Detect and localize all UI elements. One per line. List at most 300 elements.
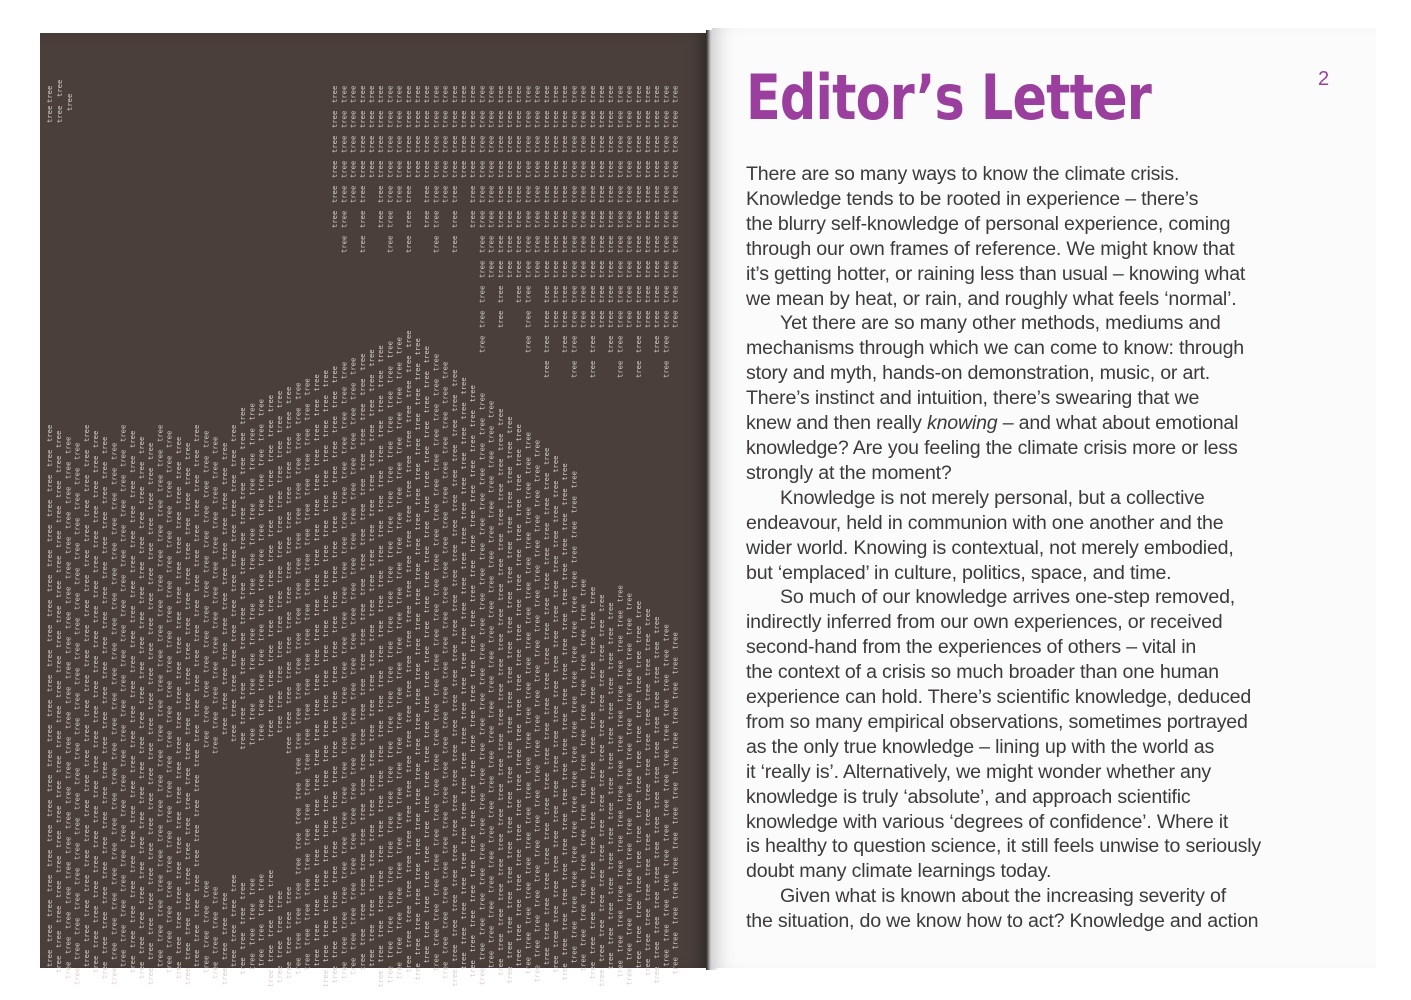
tree-word: tree (339, 561, 349, 580)
tree-word: tree (449, 744, 459, 762)
tree-word: tree (578, 160, 588, 178)
tree-word: tree (367, 749, 376, 767)
tree-word: tree (541, 547, 551, 565)
tree-word: tree (137, 661, 146, 679)
tree-word: tree (118, 824, 128, 842)
tree-word: tree (652, 791, 662, 809)
tree-word: tree (505, 160, 514, 178)
tree-word: tree (477, 942, 487, 961)
tree-word: tree (238, 657, 248, 675)
tree-word: tree (164, 830, 174, 848)
tree-word: tree (284, 611, 294, 629)
tree-word: tree (164, 555, 174, 573)
tree-word: tree (357, 753, 367, 771)
tree-word: tree (459, 577, 468, 595)
tree-word: tree (459, 827, 468, 845)
tree-word: tree (624, 768, 634, 786)
tree-word: tree (403, 580, 413, 598)
tree-word: tree (348, 160, 358, 178)
tree-word: tree (173, 686, 183, 704)
tree-word: tree (321, 595, 330, 613)
tree-word: tree (495, 558, 505, 576)
tree-word: tree (551, 730, 560, 748)
tree-word: tree (284, 736, 294, 754)
tree-word: tree (293, 432, 303, 450)
tree-word: tree (81, 924, 91, 942)
tree-word: tree (578, 753, 588, 772)
tree-word: tree (431, 928, 441, 947)
tree-word: tree (569, 821, 579, 839)
tree-word: tree (173, 736, 183, 754)
tree-word: tree (578, 878, 588, 897)
tree-word: tree (146, 917, 156, 935)
tree-word: tree (532, 689, 542, 708)
tree-word: tree (477, 135, 487, 153)
editors-letter-page (712, 28, 1376, 968)
tree-word: tree (367, 474, 376, 492)
tree-word: tree (348, 607, 358, 625)
tree-word: tree (643, 808, 652, 826)
tree-word: tree (385, 110, 395, 128)
tree-word: tree (505, 516, 514, 534)
tree-word: tree (560, 763, 570, 781)
tree-word: tree (624, 160, 634, 178)
tree-word: tree (311, 574, 321, 592)
tree-word: tree (661, 699, 671, 717)
tree-word: tree (440, 936, 450, 954)
tree-word: tree (339, 836, 349, 855)
tree-word: tree (431, 160, 441, 178)
tree-word: tree (486, 110, 496, 128)
tree-word: tree (45, 724, 54, 742)
tree-word: tree (431, 753, 441, 772)
tree-word: tree (541, 672, 551, 690)
tree-word: tree (183, 642, 192, 660)
tree-word: tree (514, 210, 524, 228)
tree-word: tree (431, 478, 441, 497)
tree-word: tree (597, 669, 606, 687)
tree-word: tree (385, 591, 395, 609)
tree-word: tree (357, 403, 367, 421)
tree-word: tree (514, 260, 524, 278)
tree-word: tree (633, 825, 643, 844)
tree-word: tree (100, 636, 110, 654)
tree-word: tree (569, 360, 579, 378)
tree-word: tree (100, 736, 110, 754)
tree-word: tree (422, 895, 432, 914)
tree-word: tree (431, 503, 441, 522)
tree-word: tree (468, 760, 478, 778)
tree-word: tree (449, 369, 459, 387)
tree-word: tree (311, 499, 321, 517)
tree-word: tree (495, 633, 505, 651)
tree-word: tree (606, 952, 616, 970)
tree-word: tree (560, 335, 570, 353)
body-line: wider world. Knowing is contextual, not merely embodied, (746, 536, 1234, 559)
tree-word: tree (615, 85, 625, 103)
tree-word: tree (422, 570, 432, 589)
tree-word: tree (413, 688, 422, 706)
tree-word: tree (357, 378, 367, 396)
tree-word: tree (146, 667, 156, 685)
tree-word: tree (459, 852, 468, 870)
tree-word: tree (560, 310, 570, 328)
tree-word: tree (293, 732, 303, 750)
tree-word: tree (330, 365, 340, 384)
tree-word: tree (357, 478, 367, 496)
tree-word: tree (541, 285, 551, 303)
tree-word: tree (146, 492, 156, 510)
tree-word: tree (348, 185, 358, 203)
tree-word: tree (311, 424, 321, 442)
tree-word: tree (339, 461, 349, 480)
tree-word: tree (615, 310, 625, 328)
tree-word: tree (422, 595, 432, 614)
tree-word: tree (63, 811, 73, 829)
tree-word: tree (449, 394, 459, 412)
tree-word: tree (459, 802, 468, 820)
tree-word: tree (413, 888, 422, 906)
tree-word: tree (541, 135, 551, 153)
tree-word: tree (440, 361, 450, 379)
tree-word: tree (330, 565, 340, 584)
tree-word: tree (192, 624, 202, 642)
tree-word: tree (670, 782, 680, 800)
tree-word: tree (413, 588, 422, 606)
tree-word: tree (514, 649, 524, 667)
tree-word: tree (394, 636, 404, 655)
tree-word: tree (606, 652, 616, 670)
tree-word: tree (652, 135, 662, 153)
tree-word: tree (615, 110, 625, 128)
tree-word: tree (54, 430, 64, 448)
tree-word: tree (256, 674, 266, 692)
tree-word: tree (321, 745, 330, 763)
tree-word: tree (91, 705, 100, 723)
tree-word: tree (413, 663, 422, 681)
tree-word: tree (477, 517, 487, 536)
tree-word: tree (597, 110, 606, 128)
tree-word: tree (643, 210, 652, 228)
tree-word: tree (459, 502, 468, 520)
tree-word: tree (321, 720, 330, 738)
tree-word: tree (569, 771, 579, 789)
tree-word: tree (449, 444, 459, 462)
tree-word: tree (606, 727, 616, 745)
tree-word: tree (265, 719, 275, 738)
tree-word: tree (155, 574, 165, 592)
tree-word: tree (109, 592, 119, 610)
tree-word: tree (63, 536, 73, 554)
tree-word: tree (173, 661, 183, 679)
tree-word: tree (541, 897, 551, 915)
tree-word: tree (201, 605, 211, 623)
tree-word: tree (238, 707, 248, 725)
tree-word: tree (247, 603, 257, 621)
tree-word: tree (440, 461, 450, 479)
tree-word: tree (54, 780, 64, 798)
tree-word: tree (624, 818, 634, 836)
tree-word: tree (606, 135, 616, 153)
tree-word: tree (413, 838, 422, 856)
tree-word: tree (256, 574, 266, 592)
tree-word: tree (81, 499, 91, 517)
tree-word: tree (183, 542, 192, 560)
tree-word: tree (302, 903, 312, 921)
tree-word: tree (615, 635, 625, 653)
tree-word: tree (192, 524, 202, 542)
tree-word: tree (486, 700, 496, 719)
tree-word: tree (560, 638, 570, 656)
tree-word: tree (210, 661, 220, 679)
tree-word: tree (422, 370, 432, 389)
tree-word: tree (413, 85, 422, 103)
tree-word: tree (293, 957, 303, 975)
tree-word: tree (219, 642, 229, 660)
tree-word: tree (403, 680, 413, 698)
tree-word: tree (394, 911, 404, 930)
tree-word: tree (265, 644, 275, 663)
tree-word: tree (155, 924, 165, 942)
tree-word: tree (284, 436, 294, 454)
tree-word: tree (54, 580, 64, 598)
tree-word: tree (183, 792, 192, 810)
tree-word: tree (321, 970, 330, 988)
tree-word: tree (155, 899, 165, 917)
tree-word: tree (578, 310, 588, 328)
tree-word: tree (587, 160, 597, 178)
tree-word: tree (183, 592, 192, 610)
tree-word: tree (164, 955, 174, 973)
tree-word: tree (477, 285, 487, 303)
tree-word: tree (357, 828, 367, 846)
tree-word: tree (486, 900, 496, 919)
tree-word: tree (339, 786, 349, 805)
tree-word: tree (201, 955, 211, 973)
tree-word: tree (578, 628, 588, 647)
tree-word: tree (413, 963, 422, 981)
tree-word: tree (394, 861, 404, 880)
tree-word: tree (523, 185, 533, 203)
tree-word: tree (302, 403, 312, 421)
tree-word: tree (357, 803, 367, 821)
tree-word: tree (127, 955, 137, 973)
tree-word: tree (247, 578, 257, 596)
tree-word: tree (311, 374, 321, 392)
tree-word: tree (440, 711, 450, 729)
tree-word: tree (173, 761, 183, 779)
tree-word: tree (459, 652, 468, 670)
tree-word: tree (385, 160, 395, 178)
tree-word: tree (256, 399, 266, 417)
tree-word: tree (192, 949, 202, 967)
tree-word: tree (164, 680, 174, 698)
tree-word: tree (63, 486, 73, 504)
tree-word: tree (72, 492, 82, 510)
tree-word: tree (118, 724, 128, 742)
tree-word: tree (413, 563, 422, 581)
tree-word: tree (192, 649, 202, 667)
tree-word: tree (523, 481, 533, 500)
tree-word: tree (265, 619, 275, 638)
tree-word: tree (569, 310, 579, 328)
tree-word: tree (330, 665, 340, 684)
tree-word: tree (440, 185, 450, 203)
tree-word: tree (385, 941, 395, 959)
tree-word: tree (578, 853, 588, 872)
tree-word: tree (560, 85, 570, 103)
tree-word: tree (670, 657, 680, 675)
tree-word: tree (413, 160, 422, 178)
tree-word: tree (495, 110, 505, 128)
tree-word: tree (578, 803, 588, 822)
tree-word: tree (137, 486, 146, 504)
tree-word: tree (275, 665, 284, 684)
tree-word: tree (440, 386, 450, 404)
tree-word: tree (210, 486, 220, 504)
tree-word: tree (284, 886, 294, 904)
tree-word: tree (413, 738, 422, 756)
tree-word: tree (633, 600, 643, 619)
tree-word: tree (652, 716, 662, 734)
tree-word: tree (91, 480, 100, 498)
tree-word: tree (597, 644, 606, 662)
tree-word: tree (624, 593, 634, 611)
tree-word: tree (219, 592, 229, 610)
tree-word: tree (183, 717, 192, 735)
tree-word: tree (560, 713, 570, 731)
tree-word: tree (45, 824, 54, 842)
tree-word: tree (449, 594, 459, 612)
tree-word: tree (661, 724, 671, 742)
tree-word: tree (468, 535, 478, 553)
tree-word: tree (569, 285, 579, 303)
tree-word: tree (311, 449, 321, 467)
tree-word: tree (210, 961, 220, 979)
tree-word: tree (643, 833, 652, 851)
tree-word: tree (63, 436, 73, 454)
tree-word: tree (578, 85, 588, 103)
tree-word: tree (587, 335, 597, 353)
tree-word: tree (468, 435, 478, 453)
tree-word: tree (330, 590, 340, 609)
tree-word: tree (155, 449, 165, 467)
tree-word: tree (422, 495, 432, 514)
tree-word: tree (670, 160, 680, 178)
tree-word: tree (459, 427, 468, 445)
tree-word: tree (330, 515, 340, 534)
tree-word: tree (210, 686, 220, 704)
tree-word: tree (164, 905, 174, 923)
tree-word: tree (173, 586, 183, 604)
tree-word: tree (45, 549, 54, 567)
tree-word: tree (606, 852, 616, 870)
tree-word: tree (597, 869, 606, 887)
tree-word: tree (468, 85, 478, 103)
tree-word: tree (357, 235, 367, 253)
tree-word: tree (137, 961, 146, 979)
tree-word: tree (597, 769, 606, 787)
tree-word: tree (376, 895, 386, 913)
tree-word: tree (597, 594, 606, 612)
tree-word: tree (615, 235, 625, 253)
tree-word: tree (578, 953, 588, 972)
tree-word: tree (670, 857, 680, 875)
tree-word: tree (357, 728, 367, 746)
tree-word: tree (569, 696, 579, 714)
tree-word: tree (45, 424, 54, 442)
tree-word: tree (81, 724, 91, 742)
tree-word: tree (606, 902, 616, 920)
tree-word: tree (541, 747, 551, 765)
tree-word: tree (560, 863, 570, 881)
tree-word: tree (422, 945, 432, 964)
tree-word: tree (146, 967, 156, 985)
tree-word: tree (615, 360, 625, 378)
tree-word: tree (523, 531, 533, 550)
tree-word: tree (624, 285, 634, 303)
tree-word: tree (569, 746, 579, 764)
tree-word: tree (532, 85, 542, 103)
tree-word: tree (385, 416, 395, 434)
tree-word: tree (633, 210, 643, 228)
tree-word: tree (606, 235, 616, 253)
tree-word: tree (413, 513, 422, 531)
tree-word: tree (275, 490, 284, 509)
tree-word: tree (449, 519, 459, 537)
tree-word: tree (183, 867, 192, 885)
tree-word: tree (357, 653, 367, 671)
tree-word: tree (81, 624, 91, 642)
tree-word: tree (109, 917, 119, 935)
tree-word: tree (118, 699, 128, 717)
tree-word: tree (376, 820, 386, 838)
tree-word: tree (256, 949, 266, 967)
tree-word: tree (606, 927, 616, 945)
tree-word: tree (394, 336, 404, 355)
tree-word: tree (339, 611, 349, 630)
tree-word: tree (514, 624, 524, 642)
tree-word: tree (394, 561, 404, 580)
tree-word: tree (302, 703, 312, 721)
tree-word: tree (486, 750, 496, 769)
tree-word: tree (403, 655, 413, 673)
tree-word: tree (284, 661, 294, 679)
tree-word: tree (615, 885, 625, 903)
tree-word: tree (81, 774, 91, 792)
tree-word: tree (118, 849, 128, 867)
tree-word: tree (311, 649, 321, 667)
tree-word: tree (587, 135, 597, 153)
tree-word: tree (146, 442, 156, 460)
body-line: There are so many ways to know the climate crisis. (746, 163, 1180, 185)
tree-word: tree (201, 730, 211, 748)
tree-word: tree (54, 455, 64, 473)
tree-word: tree (45, 949, 54, 967)
tree-word: tree (606, 210, 616, 228)
tree-word: tree (532, 489, 542, 508)
tree-word: tree (63, 561, 73, 579)
tree-word: tree (652, 691, 662, 709)
tree-word: tree (587, 235, 597, 253)
tree-word: tree (560, 663, 570, 681)
tree-word: tree (597, 794, 606, 812)
tree-word: tree (100, 561, 110, 579)
tree-word: tree (339, 361, 349, 380)
tree-word: tree (137, 861, 146, 879)
tree-word: tree (91, 955, 100, 973)
tree-word: tree (247, 728, 257, 746)
